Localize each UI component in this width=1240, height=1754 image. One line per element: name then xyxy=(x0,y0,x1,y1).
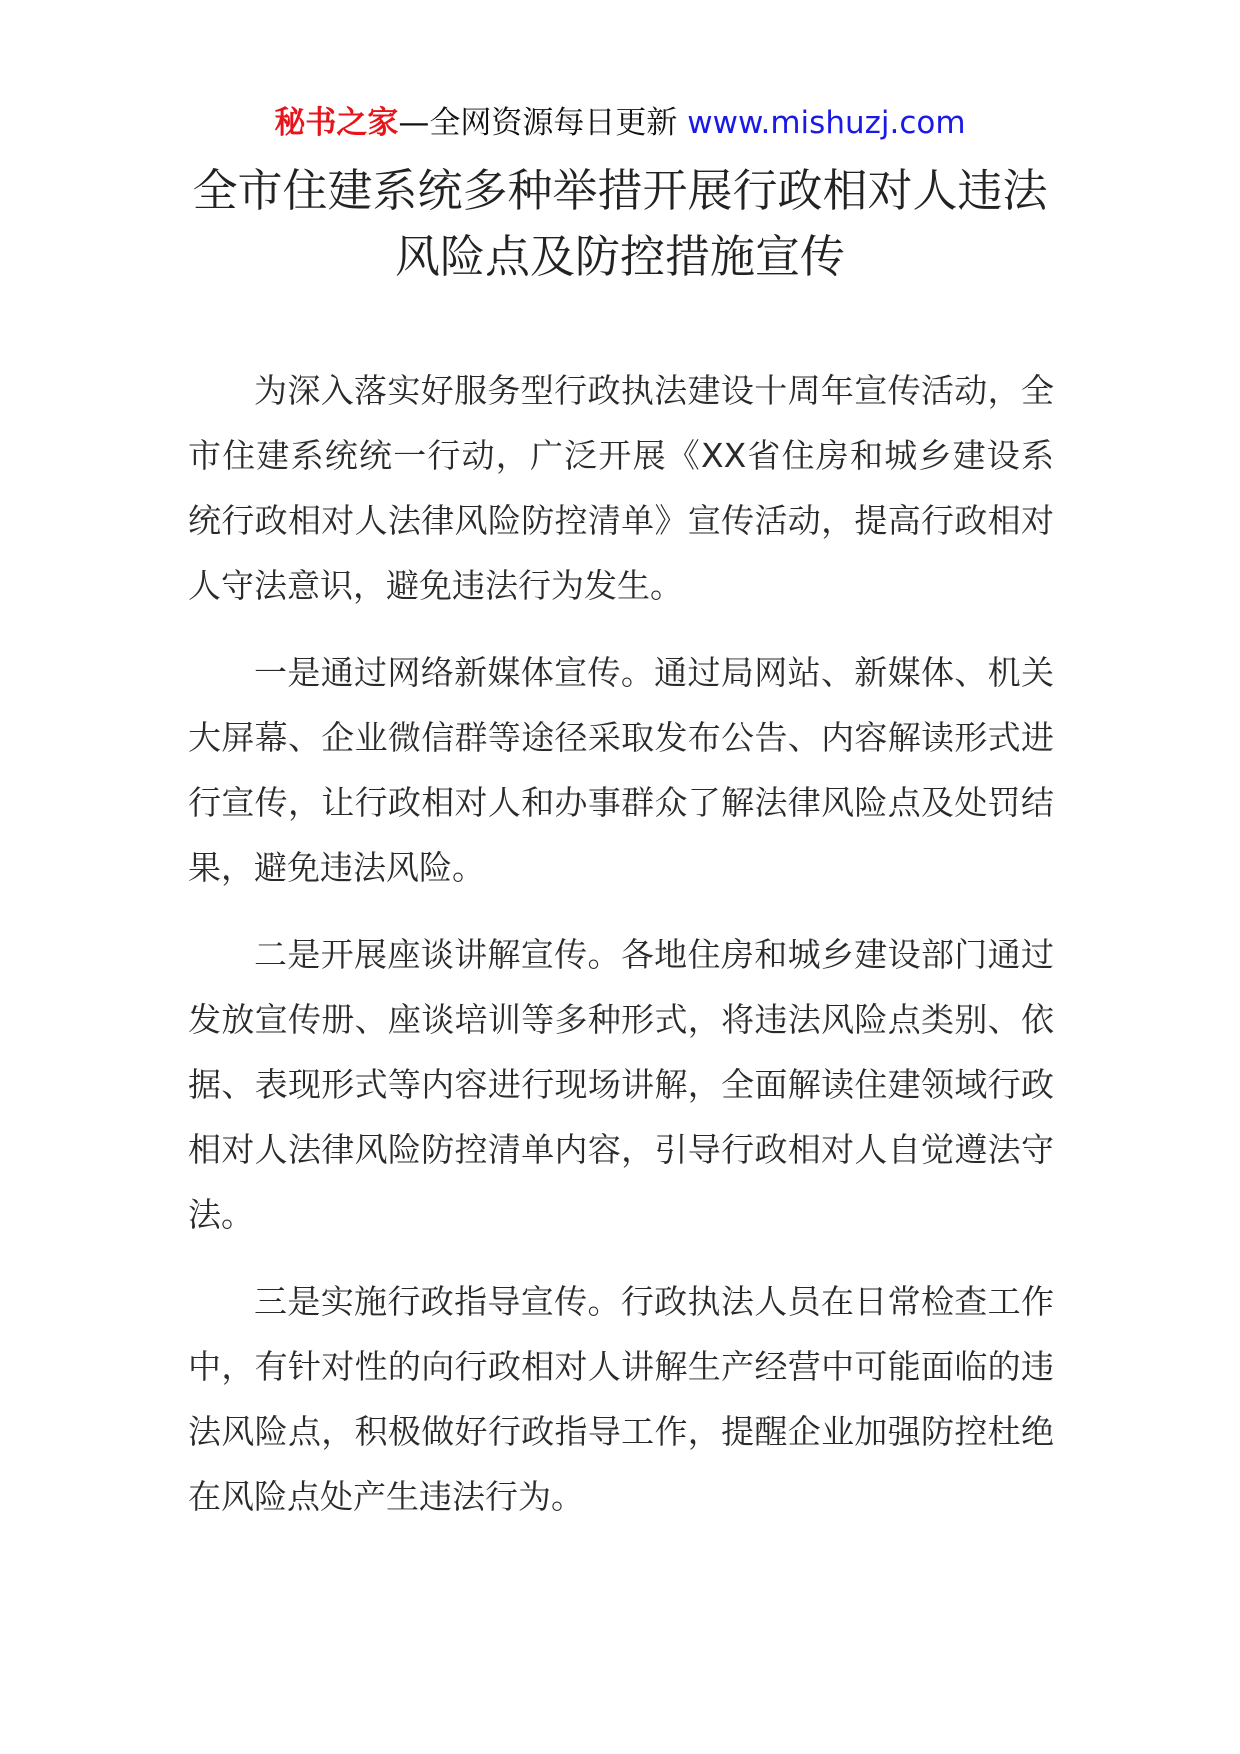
paragraph-point-3: 三是实施行政指导宣传。行政执法人员在日常检查工作中，有针对性的向行政相对人讲解生产经营中可能面临的违法风险点，积极做好行政指导工作，提醒企业加强防控杜绝在风险点处产生违法行为。 xyxy=(188,1282,1054,1516)
brand-name: 秘书之家 xyxy=(274,105,399,141)
site-link[interactable]: www.mishuzj.com xyxy=(687,105,966,141)
document-title: 全市住建系统多种举措开展行政相对人违法风险点及防控措施宣传 xyxy=(192,164,1048,283)
paragraph-intro: 为深入落实好服务型行政执法建设十周年宣传活动，全市住建系统统一行动，广泛开展《XX省住房和城乡建设系统行政相对人法律风险防控清单》宣传活动，提高行政相对人守法意识，避免违法行为发生。 xyxy=(188,371,1054,605)
paragraph-point-2: 二是开展座谈讲解宣传。各地住房和城乡建设部门通过发放宣传册、座谈培训等多种形式，将违法风险点类别、依据、表现形式等内容进行现场讲解，全面解读住建领域行政相对人法律风险防控清单内容，引导行政相对人自觉遵法守法。 xyxy=(188,935,1054,1234)
document-body xyxy=(188,358,1054,1551)
header-tagline: —全网资源每日更新 xyxy=(398,105,688,141)
watermark-header xyxy=(0,103,1240,143)
paragraph-point-1: 一是通过网络新媒体宣传。通过局网站、新媒体、机关大屏幕、企业微信群等途径采取发布公告、内容解读形式进行宣传，让行政相对人和办事群众了解法律风险点及处罚结果，避免违法风险。 xyxy=(188,653,1054,887)
